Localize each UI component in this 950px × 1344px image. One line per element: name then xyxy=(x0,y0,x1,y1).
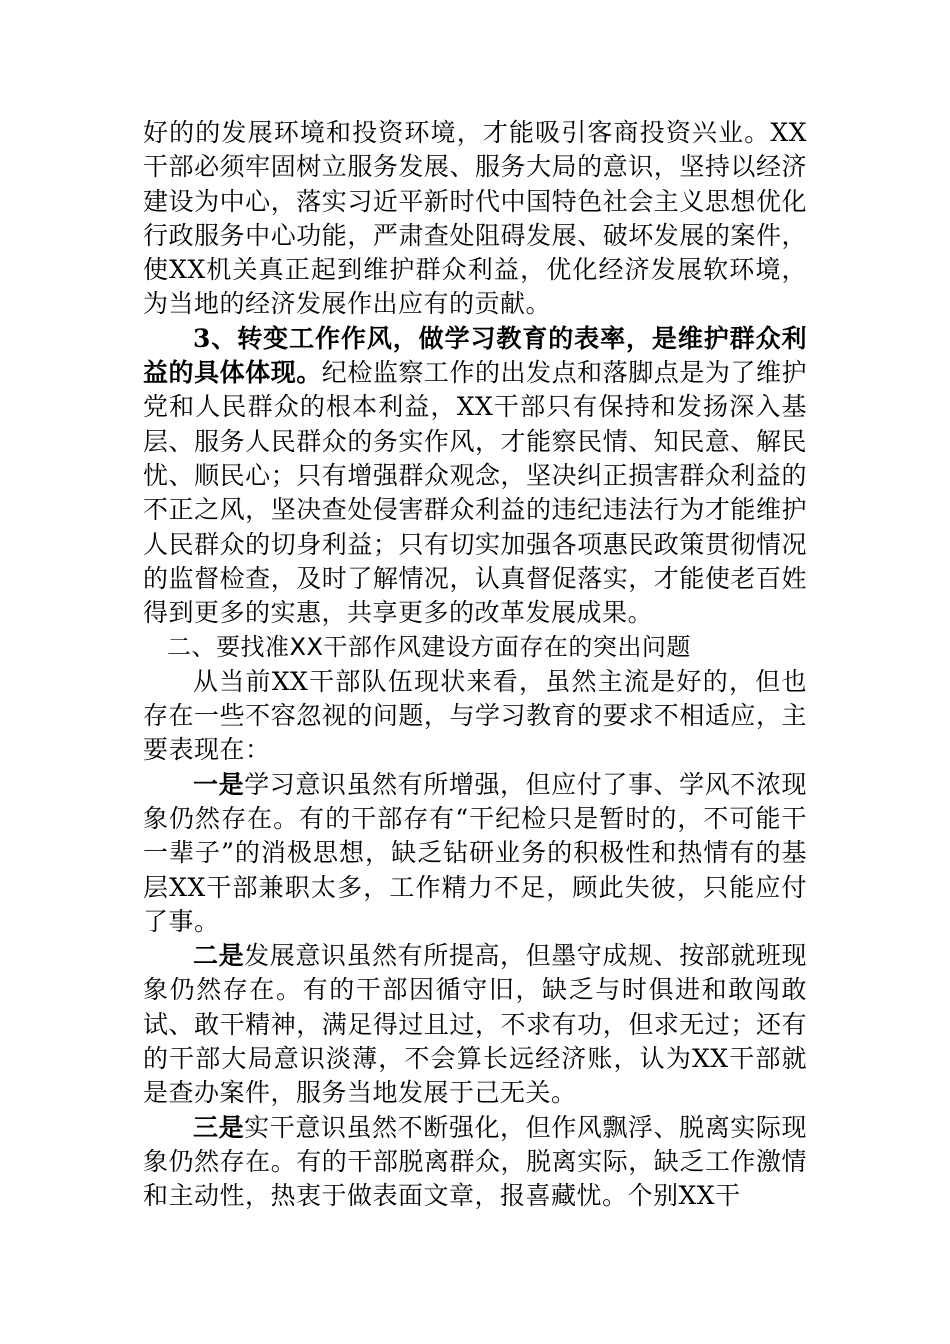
paragraph-2-text: 纪检监察工作的出发点和落脚点是为了维护党和人民群众的根本利益，XX干部只有保持和发扬深入基层、服务人民群众的务实作风，才能察民情、知民意、解民忧、顺民心；只有增强群众观念，坚决纠正损害群众利益的不正之风，坚决查处侵害群众利益的违纪违法行为才能维护人民群众的切身利益；只有切实加强各项惠民政策贯彻情况的监督检查，及时了解情况，认真督促落实，才能使老百姓得到更多的实惠，共享更多的改革发展成果。 xyxy=(143,358,807,628)
paragraph-1 xyxy=(143,116,807,322)
paragraph-3 xyxy=(143,665,807,768)
paragraph-2 xyxy=(143,322,807,631)
document-body xyxy=(143,116,807,1214)
paragraph-3-text: 从当前XX干部队伍现状来看，虽然主流是好的，但也存在一些不容忽视的问题，与学习教育的要求不相适应，主要表现在： xyxy=(143,666,807,765)
paragraph-6 xyxy=(143,1111,807,1214)
paragraph-5-lead: 二是 xyxy=(193,941,245,971)
paragraph-5-text: 发展意识虽然有所提高，但墨守成规、按部就班现象仍然存在。有的干部因循守旧，缺乏与时俱进和敢闯敢试、敢干精神，满足得过且过，不求有功，但求无过；还有的干部大局意识淡薄，不会算长远经济账，认为XX干部就是查办案件，服务当地发展于己无关。 xyxy=(143,941,807,1108)
section-heading-2 xyxy=(143,630,807,664)
paragraph-5 xyxy=(143,939,807,1110)
paragraph-4-text: 学习意识虽然有所增强，但应付了事、学风不浓现象仍然存在。有的干部存有“干纪检只是暂时的，不可能干一辈子”的消极思想，缺乏钻研业务的积极性和热情有的基层XX干部兼职太多，工作精力不足，顾此失彼，只能应付了事。 xyxy=(143,769,807,936)
paragraph-4 xyxy=(143,768,807,939)
paragraph-6-text: 实干意识虽然不断强化，但作风飘浮、脱离实际现象仍然存在。有的干部脱离群众，脱离实际，缺乏工作激情和主动性，热衷于做表面文章，报喜藏忧。个别XX干 xyxy=(143,1112,807,1211)
paragraph-4-lead: 一是 xyxy=(193,769,245,799)
section-heading-2-text: 二、要找准XX干部作风建设方面存在的突出问题 xyxy=(167,633,691,662)
paragraph-2-lead: 3、转变工作作风，做学习教育的表率，是维护群众利益的具体体现。 xyxy=(143,323,807,388)
paragraph-1-text: 好的的发展环境和投资环境，才能吸引客商投资兴业。XX干部必须牢固树立服务发展、服务大局的意识，坚持以经济建设为中心，落实习近平新时代中国特色社会主义思想优化行政服务中心功能，严肃查处阻碍发展、破坏发展的案件，使XX机关真正起到维护群众利益，优化经济发展软环境，为当地的经济发展作出应有的贡献。 xyxy=(143,118,807,319)
paragraph-6-lead: 三是 xyxy=(193,1112,245,1142)
